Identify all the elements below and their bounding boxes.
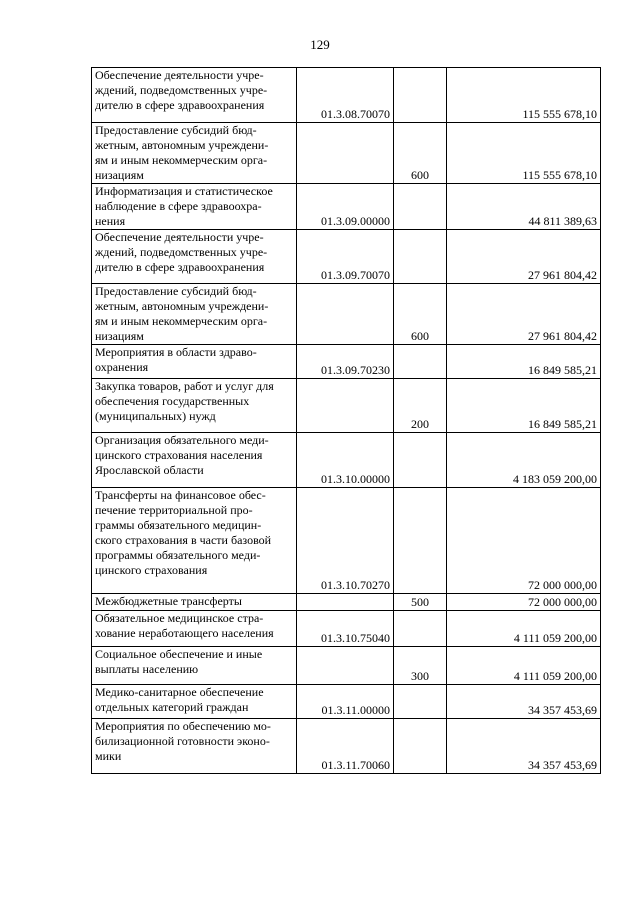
row-expense-type	[394, 345, 447, 379]
row-amount: 4 111 059 200,00	[447, 611, 601, 647]
budget-table	[91, 67, 601, 774]
table-row	[92, 68, 601, 123]
table-row	[92, 284, 601, 345]
row-amount: 34 357 453,69	[447, 719, 601, 774]
table-row	[92, 647, 601, 685]
row-expense-type	[394, 611, 447, 647]
row-name: Социальное обеспечение и иные выплаты населению	[92, 647, 297, 685]
row-amount: 27 961 804,42	[447, 230, 601, 284]
row-expense-type: 600	[394, 123, 447, 184]
row-name: Обеспечение деятельности учре- ждений, подведомственных учре- дителю в сфере здравоохранения	[92, 230, 297, 284]
row-name: Информатизация и статистическое наблюдение в сфере здравоохра- нения	[92, 184, 297, 230]
row-amount: 27 961 804,42	[447, 284, 601, 345]
row-code	[297, 284, 394, 345]
row-code	[297, 647, 394, 685]
table-row	[92, 611, 601, 647]
row-name: Организация обязательного меди- цинского страхования населения Ярославской области	[92, 433, 297, 488]
row-code: 01.3.11.00000	[297, 685, 394, 719]
table-row	[92, 123, 601, 184]
row-amount: 4 111 059 200,00	[447, 647, 601, 685]
row-expense-type	[394, 433, 447, 488]
row-name: Обязательное медицинское стра- хование неработающего населения	[92, 611, 297, 647]
row-name: Медико-санитарное обеспечение отдельных категорий граждан	[92, 685, 297, 719]
row-code: 01.3.08.70070	[297, 68, 394, 123]
row-name: Мероприятия в области здраво- охранения	[92, 345, 297, 379]
row-expense-type	[394, 184, 447, 230]
table-row	[92, 345, 601, 379]
table-row	[92, 379, 601, 433]
row-amount: 4 183 059 200,00	[447, 433, 601, 488]
table-row	[92, 719, 601, 774]
page-number: 129	[310, 37, 330, 52]
row-name: Закупка товаров, работ и услуг для обеспечения государственных (муниципальных) нужд	[92, 379, 297, 433]
table-row	[92, 433, 601, 488]
table-row	[92, 184, 601, 230]
row-name: Трансферты на финансовое обес- печение территориальной про- граммы обязательного медицин- ского страхования в части базовой программы обязательного меди- цинского страхования	[92, 488, 297, 594]
row-code	[297, 379, 394, 433]
row-amount: 72 000 000,00	[447, 594, 601, 611]
row-name: Обеспечение деятельности учре- ждений, подведомственных учре- дителю в сфере здравоохранения	[92, 68, 297, 123]
row-amount: 16 849 585,21	[447, 379, 601, 433]
table-row	[92, 594, 601, 611]
table-row	[92, 488, 601, 594]
row-amount: 16 849 585,21	[447, 345, 601, 379]
row-name: Предоставление субсидий бюд- жетным, автономным учреждени- ям и иным некоммерческим орга- низациям	[92, 284, 297, 345]
row-expense-type	[394, 230, 447, 284]
table-row	[92, 685, 601, 719]
table-row	[92, 230, 601, 284]
row-code: 01.3.10.00000	[297, 433, 394, 488]
row-code: 01.3.10.70270	[297, 488, 394, 594]
row-code	[297, 594, 394, 611]
row-code	[297, 123, 394, 184]
row-expense-type	[394, 68, 447, 123]
row-amount: 115 555 678,10	[447, 123, 601, 184]
row-amount: 72 000 000,00	[447, 488, 601, 594]
row-name: Мероприятия по обеспечению мо- билизационной готовности эконо- мики	[92, 719, 297, 774]
budget-table-body	[92, 68, 601, 774]
row-code: 01.3.10.75040	[297, 611, 394, 647]
row-expense-type: 300	[394, 647, 447, 685]
row-name: Межбюджетные трансферты	[92, 594, 297, 611]
row-amount: 34 357 453,69	[447, 685, 601, 719]
row-amount: 115 555 678,10	[447, 68, 601, 123]
row-code: 01.3.09.70070	[297, 230, 394, 284]
row-code: 01.3.09.00000	[297, 184, 394, 230]
row-expense-type: 500	[394, 594, 447, 611]
row-expense-type	[394, 488, 447, 594]
row-amount: 44 811 389,63	[447, 184, 601, 230]
row-name: Предоставление субсидий бюд- жетным, автономным учреждени- ям и иным некоммерческим орга- низациям	[92, 123, 297, 184]
row-code: 01.3.11.70060	[297, 719, 394, 774]
row-expense-type	[394, 719, 447, 774]
row-expense-type: 600	[394, 284, 447, 345]
row-expense-type: 200	[394, 379, 447, 433]
row-code: 01.3.09.70230	[297, 345, 394, 379]
row-expense-type	[394, 685, 447, 719]
